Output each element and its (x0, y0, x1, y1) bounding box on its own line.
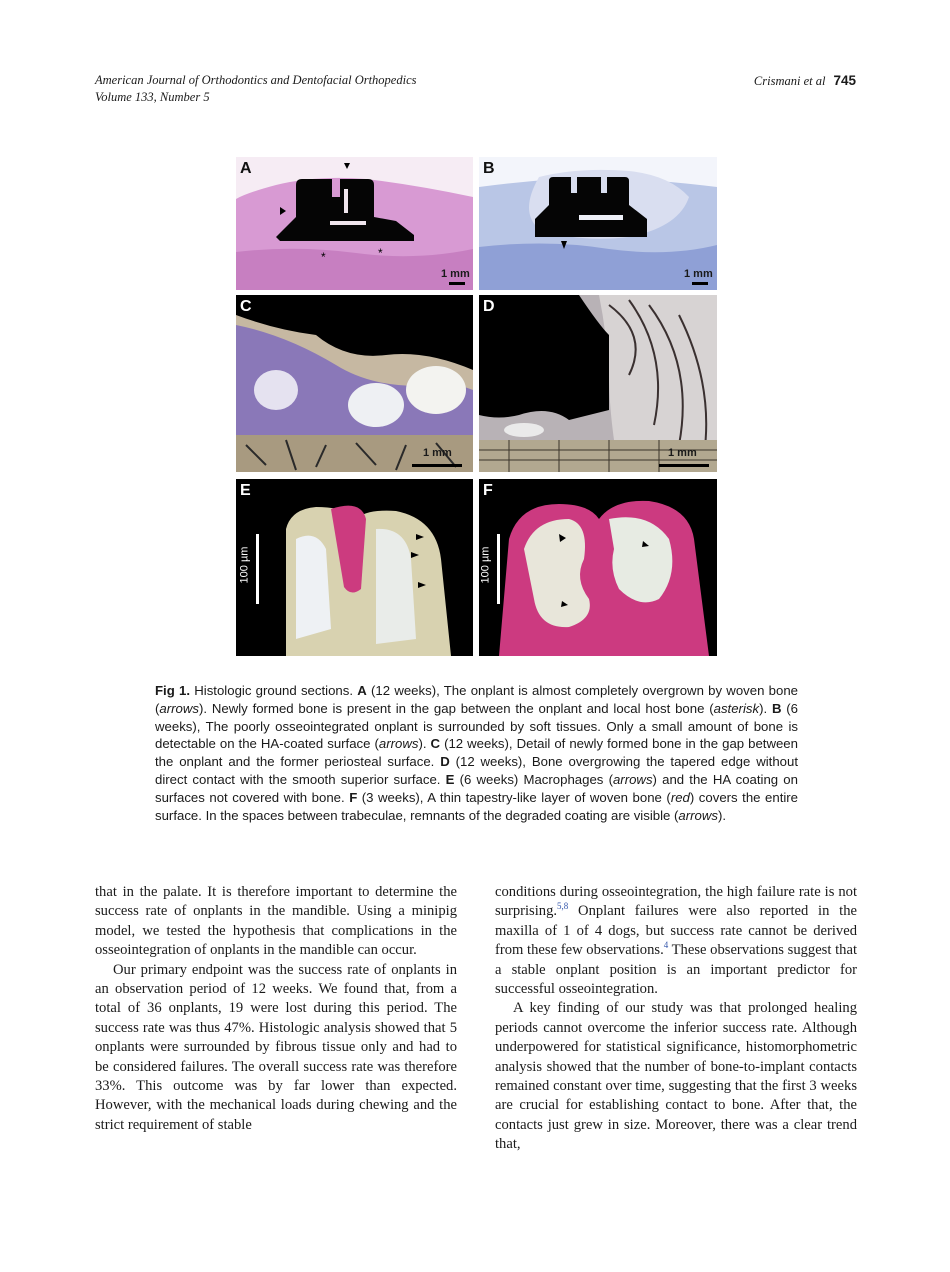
body-text: These observations suggest that a stable onplant position is an important predictor for successful osseointegration. (495, 942, 857, 998)
caption-a-label: A (357, 683, 367, 698)
caption-f-label: F (349, 789, 358, 805)
caption-c-text: (12 weeks), Detail of newly formed bone in the gap between the onplant and the former periosteal surface. (155, 736, 798, 770)
running-header-journal (95, 72, 417, 106)
running-header-right (754, 72, 856, 90)
caption-d-text: (12 weeks), Bone overgrowing the tapered edge without direct contact with the smooth superior surface. (155, 754, 798, 787)
reference-link[interactable]: 5,8 (557, 901, 569, 912)
panel-c-label: C (240, 298, 252, 315)
caption-b-text: (6 weeks), The poorly osseointegrated onplant is surrounded by soft tissues. Only a small amount of bone is detectable on the HA-coated surface ( (155, 700, 799, 752)
panel-f-scale-label: 100 µm (479, 546, 492, 584)
running-authors: Crismani et al (753, 74, 826, 88)
panel-f-label: F (483, 482, 493, 499)
caption-b-text-2: ). (418, 736, 431, 752)
caption-b-em: arrows (378, 736, 419, 752)
reference-link[interactable]: 4 (663, 940, 669, 951)
body-paragraph: that in the palate. It is therefore important to determine the success rate of onplants in the mandible. Using a minipig model, we tested the hypothesis that complications in the osseointegration of onplants in the mandible can occur. (95, 884, 457, 959)
caption-c-label: C (430, 736, 441, 752)
panel-d-image (479, 295, 717, 472)
caption-a-em-2: asterisk (713, 700, 760, 716)
figure-1 (236, 157, 717, 656)
panel-f-image (479, 479, 717, 656)
panel-c-image (236, 295, 473, 472)
panel-a-image (236, 157, 473, 290)
caption-f-em: red (670, 789, 690, 805)
panel-b-scale-label: 1 mm (684, 268, 713, 280)
body-column-right (495, 883, 857, 1155)
panel-e-label: E (240, 482, 251, 499)
caption-label: Fig 1. (155, 683, 191, 698)
svg-text:*: * (321, 250, 326, 264)
caption-f-em-2: arrows (678, 807, 718, 823)
caption-f-text-2: ) covers the entire surface. In the spaces between trabeculae, remnants of the degraded coating are visible ( (155, 789, 799, 823)
caption-d-label: D (440, 754, 450, 770)
caption-a-text-2: ). Newly formed bone is present in the gap between the onplant and local host bone ( (198, 700, 714, 716)
body-paragraph (495, 883, 857, 999)
caption-b-label: B (771, 700, 782, 716)
panel-c-scale-label: 1 mm (423, 447, 452, 459)
panel-d-scale-label: 1 mm (668, 447, 697, 459)
caption-e-text-2: ) and the HA coating on surfaces not covered with bone. (155, 771, 798, 805)
body-text: conditions during osseointegration, the high failure rate is not surprising. (495, 884, 857, 920)
body-paragraph: Our primary endpoint was the success rate of onplants in an observation period of 12 weeks. We found that, from a total of 36 onplants, 19 were lost during this period. The success rate was thus 47%. Histologic analysis showed that 5 onplants were surrounded by fibrous tissue only and had to be considered failures. The overall success rate was therefore 33%. This outcome was by far lower than expected. However, with the mechanical loads during chewing and the strict requirement of stable (95, 961, 457, 1133)
page-number: 745 (833, 73, 856, 88)
caption-e-text: (6 weeks) Macrophages ( (454, 771, 613, 787)
panel-b-label: B (483, 160, 495, 177)
body-paragraph: A key finding of our study was that prolonged healing periods cannot overcome the inferior success rate. Although underpowered for statistical significance, histomorphometric analysis showed that the number of bone-to-implant contacts remained constant over time, suggesting that the first 3 weeks are crucial for establishing contact to bone. After that, the contacts just grew in size. Moreover, there was a clear trend that, (495, 1000, 857, 1153)
caption-e-label: E (445, 771, 455, 787)
panel-a-label: A (240, 160, 252, 177)
panel-e-scale-label: 100 µm (238, 546, 251, 584)
journal-title: American Journal of Orthodontics and Dentofacial Orthopedics (95, 73, 417, 87)
panel-d-label: D (483, 298, 495, 315)
journal-volume: Volume 133, Number 5 (95, 90, 210, 104)
svg-text:*: * (378, 246, 383, 260)
panel-e-image (236, 479, 473, 656)
caption-f-text-3: ). (718, 807, 727, 823)
caption-intro: Histologic ground sections. (190, 683, 358, 698)
body-column-left (95, 883, 457, 1135)
panel-b-image (479, 157, 717, 290)
caption-a-text: (12 weeks), The onplant is almost completely overgrown by woven bone ( (155, 683, 799, 716)
caption-a-em: arrows (159, 700, 199, 716)
figure-caption (155, 682, 798, 824)
body-text: Onplant failures were also reported in the maxilla of 1 of 4 dogs, but success rate cannot be derived from these few observations. (495, 903, 857, 959)
caption-a-text-3: ). (759, 700, 772, 716)
panel-a-scale-label: 1 mm (441, 268, 470, 280)
caption-e-em: arrows (612, 771, 653, 787)
caption-f-text: (3 weeks), A thin tapestry-like layer of woven bone ( (357, 789, 671, 805)
